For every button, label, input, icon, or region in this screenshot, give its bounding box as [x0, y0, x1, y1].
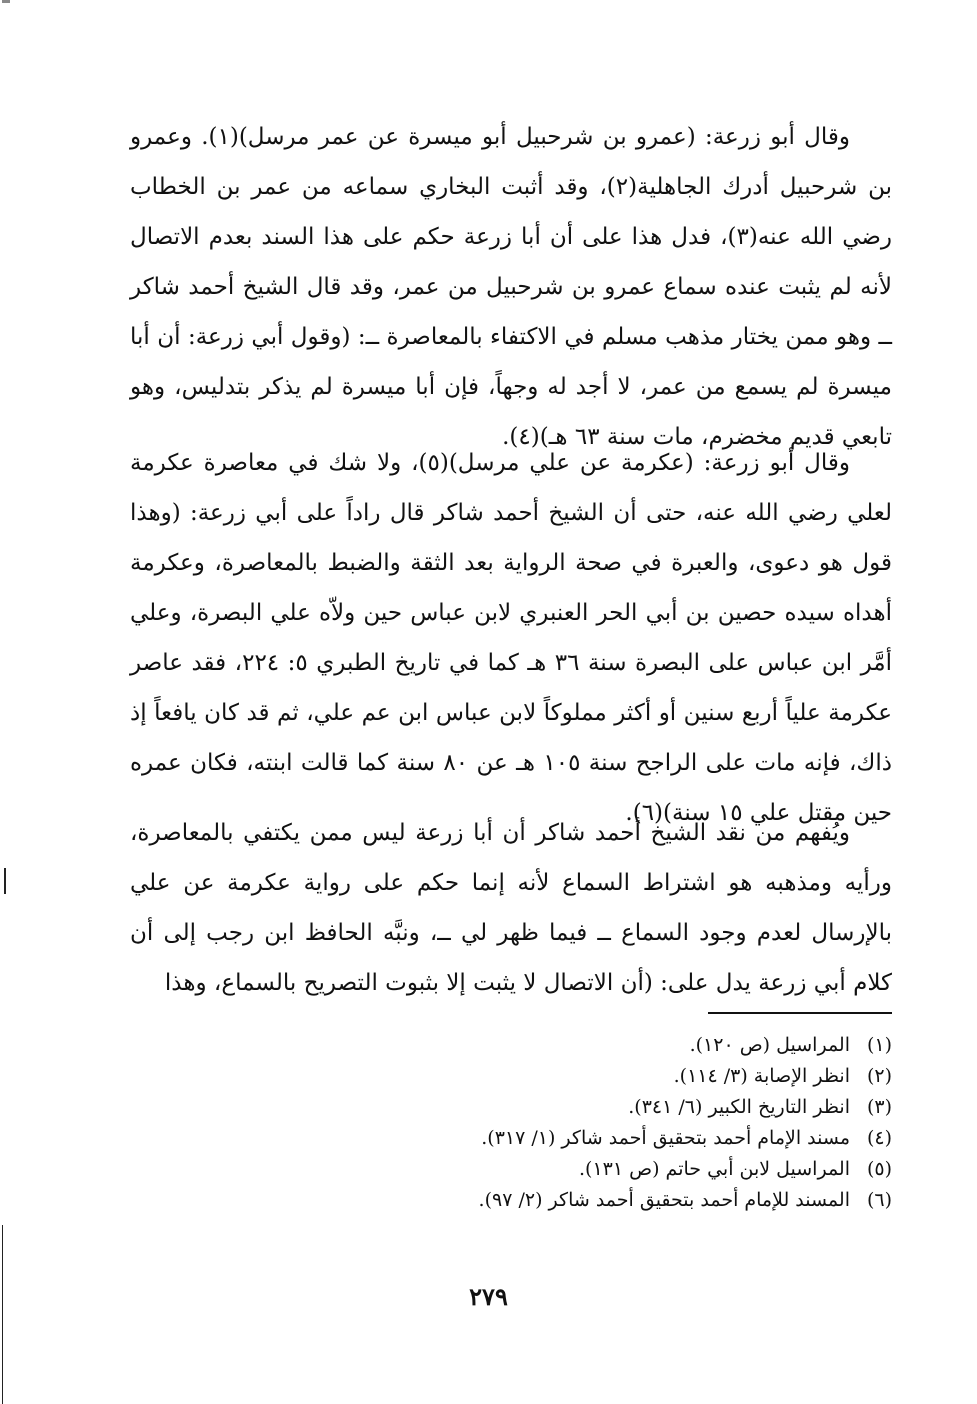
footnote-number: (٢): [866, 1065, 892, 1087]
footnote-item: [292, 1154, 892, 1185]
page-number: ٢٧٩: [469, 1282, 508, 1311]
footnote-number: (٤): [866, 1127, 892, 1149]
scan-corner-mark: [2, 0, 10, 3]
paragraph-1: [130, 112, 892, 462]
footnote-item: [292, 1030, 892, 1061]
scan-edge-mark: [4, 868, 6, 894]
footnote-divider: [708, 1012, 892, 1014]
paragraph-2: [130, 438, 892, 838]
footnote-number: (٣): [866, 1096, 892, 1118]
paragraph-3-text: ويُفهم من نقد الشيخ أحمد شاكر أن أبا زرعة ليس ممن يكتفي بالمعاصرة، ورأيه ومذهبه هو اشتراط السماع لأنه إنما حكم على رواية عكرمة عن علي بالإرسال لعدم وجود السماع ــ فيما ظهر لي ــ، ونبَّه الحافظ ابن رجب إلى أن كلام أبي زرعة يدل على: (أن الاتصال لا يثبت إلا بثبوت التصريح بالسماع، وهذا: [130, 820, 892, 996]
footnote-text: انظر الإصابة (٣/ ١١٤).: [673, 1065, 850, 1087]
footnote-item: [292, 1092, 892, 1123]
footnote-number: (٥): [866, 1158, 892, 1180]
footnote-text: المراسيل لابن أبي حاتم (ص ١٣١).: [579, 1158, 850, 1180]
paragraph-3: [130, 808, 892, 1008]
footnote-text: انظر التاريخ الكبير (٦/ ٣٤١).: [628, 1096, 850, 1118]
footnote-text: المراسيل (ص ١٢٠).: [689, 1034, 850, 1056]
footnotes-list: [292, 1030, 892, 1216]
scan-edge-line: [2, 1225, 3, 1404]
footnote-text: مسند الإمام أحمد بتحقيق أحمد شاكر (١/ ٣١٧).: [481, 1127, 850, 1149]
footnote-text: المسند للإمام أحمد بتحقيق أحمد شاكر (٢/ ٩٧).: [478, 1189, 850, 1211]
footnote-item: [292, 1123, 892, 1154]
footnote-number: (١): [866, 1034, 892, 1056]
paragraph-2-text: وقال أبو زرعة: (عكرمة عن علي مرسل)(٥)، ولا شك في معاصرة عكرمة لعلي رضي الله عنه، حتى أن الشيخ أحمد شاكر قال راداً على أبي زرعة: (وهذا قول هو دعوى، والعبرة في صحة الرواية بعد الثقة والضبط بالمعاصرة، وعكرمة أهداه سيده حصين بن أبي الحر العنبري لابن عباس حين ولاّه علي البصرة، وعلي أمَّر ابن عباس على البصرة سنة ٣٦ هـ كما في تاريخ الطبري ٥: ٢٢٤، فقد عاصر عكرمة علياً أربع سنين أو أكثر مملوكاً لابن عباس ابن عم علي، ثم قد كان يافعاً إذ ذاك، فإنه مات على الراجح سنة ١٠٥ هـ عن ٨٠ سنة كما قالت ابنته، فكان عمره حين مقتل علي ١٥ سنة)(٦).: [130, 450, 893, 826]
paragraph-1-text: وقال أبو زرعة: (عمرو بن شرحبيل أبو ميسرة عن عمر مرسل)(١). وعمرو بن شرحبيل أدرك الجاهلية(٢)، وقد أثبت البخاري سماعه من عمر بن الخطاب رضي الله عنه(٣)، فدل هذا على أن أبا زرعة حكم على هذا السند بعدم الاتصال لأنه لم يثبت عنده سماع عمرو بن شرحبيل من عمر، وقد قال الشيخ أحمد شاكر ــ وهو ممن يختار مذهب مسلم في الاكتفاء بالمعاصرة ــ: (وقول أبي زرعة: أن أبا ميسرة لم يسمع من عمر، لا أجد له وجهاً، فإن أبا ميسرة لم يذكر بتدليس، وهو تابعي قديم مخضرم، مات سنة ٦٣ هـ)(٤).: [130, 124, 892, 450]
footnote-item: [292, 1185, 892, 1216]
footnote-item: [292, 1061, 892, 1092]
footnote-number: (٦): [866, 1189, 892, 1211]
